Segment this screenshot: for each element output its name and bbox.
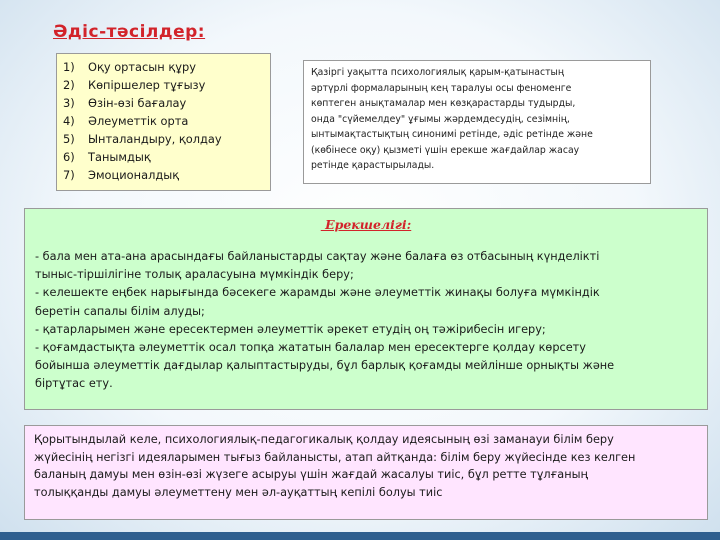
list-item-label: Эмоционалдық: [88, 168, 180, 182]
conclusion-box: [24, 425, 708, 520]
features-line: бойынша әлеуметтік дағдылар қалыптастыруды, бұл барлық қоғамды мейлінше орнықты және: [35, 359, 615, 373]
features-heading: Ерекшелігі:: [320, 217, 412, 232]
methods-list: [63, 58, 264, 184]
intro-line: ретінде қарастырылады.: [311, 160, 435, 171]
conclusion-line: жүйесінің негізгі идеяларымен тығыз байланысты, атап айтқанда: білім беру жүйесінде кез келген: [34, 450, 636, 464]
features-line: - қатарларымен және ересектермен әлеуметтік әрекет етудің оң тәжірибесін игеру;: [35, 322, 546, 336]
list-item: [63, 166, 264, 184]
features-line: - қоғамдастықта әлеуметтік осал топқа жататын балалар мен ересектерге қолдау көрсету: [35, 341, 586, 355]
list-item: [63, 148, 264, 166]
list-item-label: Өзін-өзі бағалау: [88, 96, 187, 110]
intro-line: әртүрлі формаларының кең таралуы осы феноменге: [311, 82, 572, 94]
conclusion-line: Қорытындылай келе, психологиялық-педагогикалық қолдау идеясының өзі заманауи білім беру: [34, 433, 614, 446]
features-line: біртұтас ету.: [35, 377, 113, 391]
features-box: [24, 208, 708, 410]
list-item-label: Оқу ортасын құру: [88, 60, 196, 74]
list-item: [63, 76, 264, 94]
list-item-number: 4): [63, 114, 75, 128]
list-item-number: 7): [63, 168, 75, 182]
list-item-number: 5): [63, 132, 75, 146]
features-line: - бала мен ата-ана арасындағы байланыстарды сақтау және балаға өз отбасының күнделікті: [35, 250, 600, 263]
methods-list-box: [56, 53, 271, 191]
intro-line: көптеген анықтамалар мен көзқарастарды тудырды,: [311, 98, 576, 109]
list-item-number: 6): [63, 150, 75, 164]
list-item: [63, 130, 264, 148]
intro-line: Қазіргі уақытта психологиялық қарым-қатынастың: [311, 67, 564, 78]
list-item: [63, 94, 264, 112]
conclusion-line: толыққанды дамуы әлеуметтену мен әл-ауқаттың кепілі болуы тиіс: [34, 485, 443, 499]
intro-line: (көбінесе оқу) қызметі үшін ерекше жағдайлар жасау: [311, 144, 580, 156]
conclusion-line: баланың дамуы мен өзін-өзі жүзеге асыруы үшін жағдай жасалуы тиіс, бұл ретте тұлғаның: [34, 468, 588, 481]
features-line: - келешекте еңбек нарығында бәсекеге жарамды және әлеуметтік жинақы болуға мүмкіндік: [35, 286, 600, 300]
features-line: беретін сапалы білім алуды;: [35, 304, 205, 318]
list-item-number: 1): [63, 60, 75, 74]
list-item-label: Танымдық: [88, 150, 151, 164]
list-item: [63, 112, 264, 130]
list-item-label: Ынталандыру, қолдау: [88, 132, 222, 146]
intro-line: онда "сүйемелдеу" ұғымы жәрдемдесудің, сезімнің,: [311, 113, 570, 125]
intro-text-box: [303, 60, 651, 184]
list-item-label: Көпіршелер тұғызу: [88, 78, 206, 92]
list-item-number: 3): [63, 96, 75, 110]
list-item-number: 2): [63, 78, 75, 92]
page-title: Әдіс-тәсілдер:: [53, 22, 206, 42]
list-item-label: Әлеуметтік орта: [88, 114, 189, 128]
features-line: тыныс-тіршілігіне толық араласуына мүмкіндік беру;: [35, 268, 354, 282]
list-item: [63, 58, 264, 76]
intro-line: ынтымақтастықтың синонимі ретінде, әдіс ретінде және: [311, 129, 593, 140]
bottom-decorative-band: [0, 532, 720, 540]
